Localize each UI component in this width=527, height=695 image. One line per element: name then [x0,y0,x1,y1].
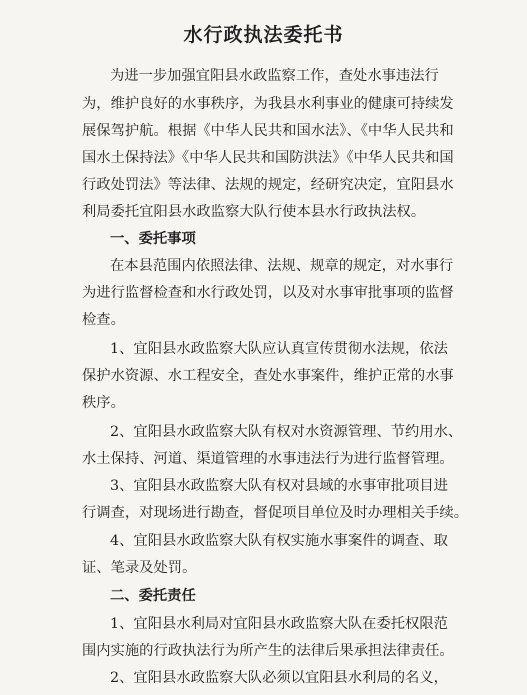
section-heading: 一、委托事项 [110,231,196,247]
paragraph-line: 围内实施的行政执法行为所产生的法律后果承担法律责任。 [82,643,454,659]
paragraph-line: 利局委托宜阳县水政监察大队行使本县水行政执法权。 [82,204,426,220]
paragraph-line: 1、宜阳县水利局对宜阳县水政监察大队在委托权限范 [110,616,448,632]
paragraph-line: 为进行监督检查和水行政处罚，以及对水事审批事项的监督 [82,285,454,301]
paragraph-line: 秩序。 [82,395,125,411]
paragraph-line: 国水土保持法》《中华人民共和国防洪法》《中华人民共和国 [82,150,454,166]
paragraph-line: 为进一步加强宜阳县水政监察工作，查处水事违法行 [110,68,439,84]
paragraph-line: 为，维护良好的水事秩序，为我县水利事业的健康可持续发 [82,96,454,112]
paragraph-line: 检查。 [82,312,125,328]
paragraph-line: 证、笔录及处罚。 [82,560,197,576]
section-heading: 二、委托责任 [110,588,196,604]
paragraph-line: 3、宜阳县水政监察大队有权对县域的水事审批项目进 [110,478,448,494]
paragraph-line: 保护水资源、水工程安全，查处水事案件，维护正常的水事 [82,368,454,384]
paragraph-line: 行调查，对现场进行勘查，督促项目单位及时办理相关手续。 [82,505,469,521]
paragraph-line: 在本县范围内依照法律、法规、规章的规定，对水事行 [110,258,454,274]
paragraph-line: 水土保持、河道、渠道管理的水事违法行为进行监督管理。 [82,451,454,467]
paragraph-line: 1、宜阳县水政监察大队应认真宣传贯彻水法规，依法 [110,341,448,357]
paragraph-line: 4、宜阳县水政监察大队有权实施水事案件的调查、取 [110,533,448,549]
paragraph-line: 2、宜阳县水政监察大队必须以宜阳县水利局的名义， [110,670,448,686]
paragraph-line: 展保驾护航。根据《中华人民共和国水法》、《中华人民共和 [82,123,454,139]
document-title: 水行政执法委托书 [183,24,344,46]
paragraph-line: 2、宜阳县水政监察大队有权对水资源管理、节约用水、 [110,424,463,440]
paragraph-line: 行政处罚法》等法律、法规的规定，经研究决定，宜阳县水 [82,177,454,193]
